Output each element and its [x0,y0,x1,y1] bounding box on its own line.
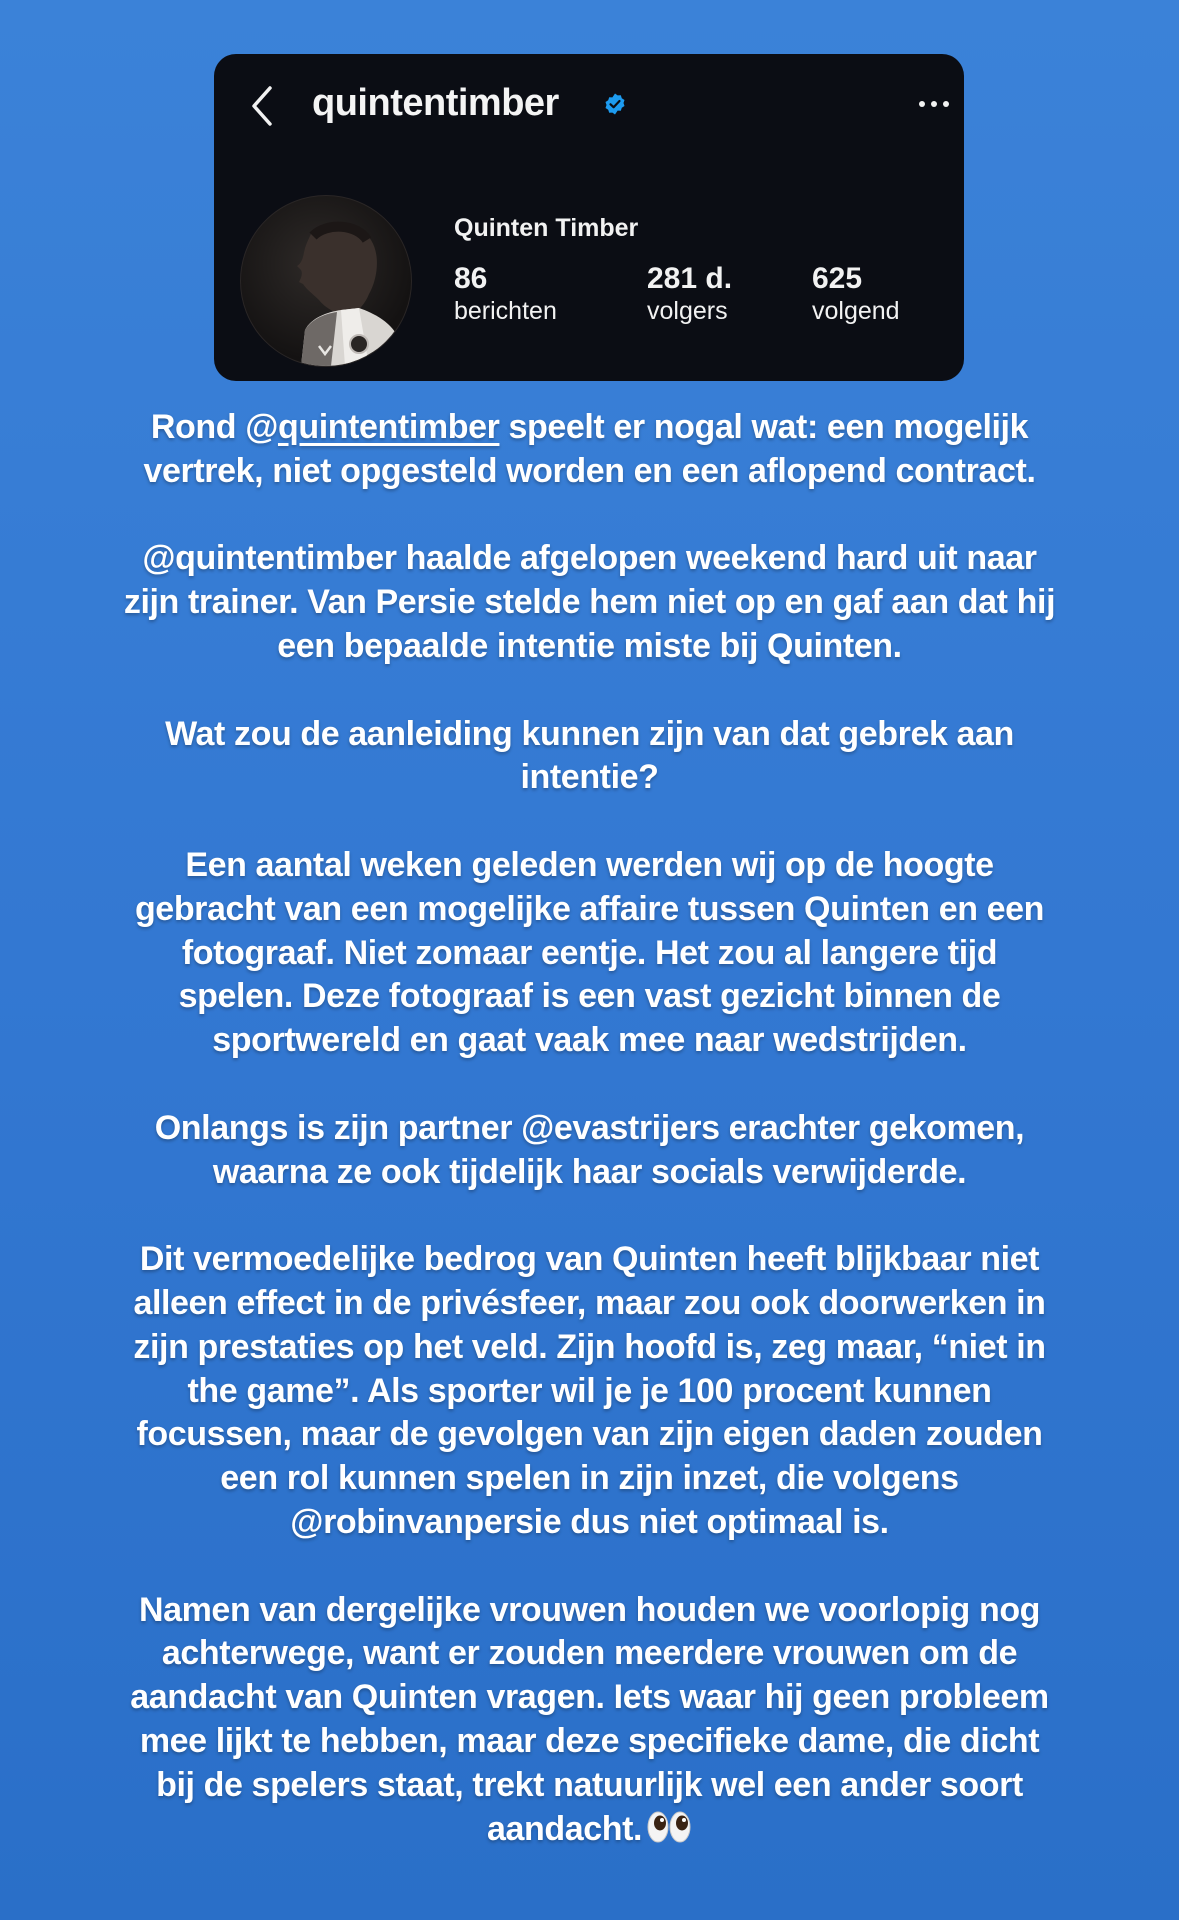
story-paragraph [20,713,1159,801]
story-line: vertrek, niet opgesteld worden en een aflopend contract. [143,451,1036,490]
story-line [20,1501,1159,1545]
mention-handle: quintentimber [175,539,397,578]
stat-followers-label: volgers [647,297,728,325]
story-paragraph [20,537,1159,668]
profile-username: quintentimber [312,82,559,124]
story-line [20,1808,1159,1852]
text-segment: haalde afgelopen weekend hard uit naar [396,539,1037,578]
story-line [20,406,1159,450]
story-line: mee lijkt te hebben, maar deze specifieke dame, die dicht [139,1721,1040,1760]
profile-card [214,54,964,381]
story-line: zijn trainer. Van Persie stelde hem niet op en gaf aan dat hij [123,583,1056,622]
story-line: een rol kunnen spelen in zijn inzet, die volgens [220,1459,959,1498]
player-portrait-icon [241,196,411,366]
more-horizontal-icon[interactable] [914,92,954,116]
mention-handle: quintentimber [277,408,500,446]
story-line: bij de spelers staat, trekt natuurlijk wel een ander soort [156,1765,1023,1804]
story-line: fotograaf. Niet zomaar eentje. Het zou al langere tijd [181,933,998,972]
story-line: focussen, maar de gevolgen van zijn eigen daden zouden [136,1415,1043,1454]
story-line: Dit vermoedelijke bedrog van Quinten heeft blijkbaar niet [139,1240,1040,1279]
text-segment: dus niet optimaal is. [561,1502,889,1541]
story-line: Een aantal weken geleden werden wij op de hoogte [185,845,994,884]
stat-following-value: 625 [812,262,863,295]
chevron-left-icon[interactable] [248,84,278,128]
story-paragraph [20,1107,1159,1195]
story-paragraph [20,1589,1159,1852]
mention-handle: robinvanpersie [323,1502,562,1541]
eyes-emoji-icon [646,1810,692,1844]
story-paragraph [20,406,1159,494]
mention-link[interactable] [521,1109,720,1147]
story-line: zijn prestaties op het veld. Zijn hoofd is, zeg maar, “niet in [133,1327,1046,1366]
text-segment: aandacht. [486,1809,643,1848]
text-segment: Rond [150,408,246,446]
text-segment: speelt er nogal wat: een mogelijk [499,408,1029,446]
stat-followers[interactable] [647,262,732,326]
profile-avatar[interactable] [240,195,412,367]
story-line [20,537,1159,581]
verified-badge-icon [603,92,627,116]
story-line: spelen. Deze fotograaf is een vast gezicht binnen de [178,977,1001,1016]
story-line: intentie? [520,758,659,797]
threads-mention-icon: @ [290,1502,324,1541]
story-line: the game”. Als sporter wil je je 100 procent kunnen [187,1371,992,1410]
mention-link[interactable] [142,539,396,577]
story-line: sportwereld en gaat vaak mee naar wedstrijden. [212,1021,967,1060]
story-paragraph [20,1238,1159,1545]
mention-link[interactable] [290,1503,561,1541]
threads-mention-icon: @ [521,1108,554,1147]
mention-link[interactable] [245,408,499,446]
mention-handle: evastrijers [553,1108,720,1147]
threads-mention-icon: @ [245,408,278,446]
profile-display-name: Quinten Timber [454,214,639,242]
text-segment: Onlangs is zijn partner [154,1108,522,1147]
story-line: waarna ze ook tijdelijk haar socials verwijderde. [212,1152,967,1191]
story-line: alleen effect in de privésfeer, maar zou ook doorwerken in [133,1283,1046,1322]
story-text [20,406,1159,1851]
story-line: Namen van dergelijke vrouwen houden we voorlopig nog [138,1590,1041,1629]
stat-followers-value: 281 d. [647,262,733,295]
story-line: een bepaalde intentie miste bij Quinten. [277,626,902,665]
stat-following-label: volgend [812,297,900,325]
text-segment: erachter gekomen, [719,1108,1025,1147]
threads-mention-icon: @ [142,539,176,578]
story-line: aandacht van Quinten vragen. Iets waar hij geen probleem [130,1678,1049,1717]
story-line: Wat zou de aanleiding kunnen zijn van dat gebrek aan [165,714,1014,753]
stat-following[interactable] [812,262,900,326]
story-line: achterwege, want er zouden meerdere vrouwen om de [161,1634,1018,1673]
story-line: gebracht van een mogelijke affaire tussen Quinten en een [134,889,1045,928]
stat-posts[interactable] [454,262,557,326]
story-paragraph [20,844,1159,1063]
story-line [20,1107,1159,1151]
stat-posts-label: berichten [454,297,557,325]
stat-posts-value: 86 [454,262,488,295]
